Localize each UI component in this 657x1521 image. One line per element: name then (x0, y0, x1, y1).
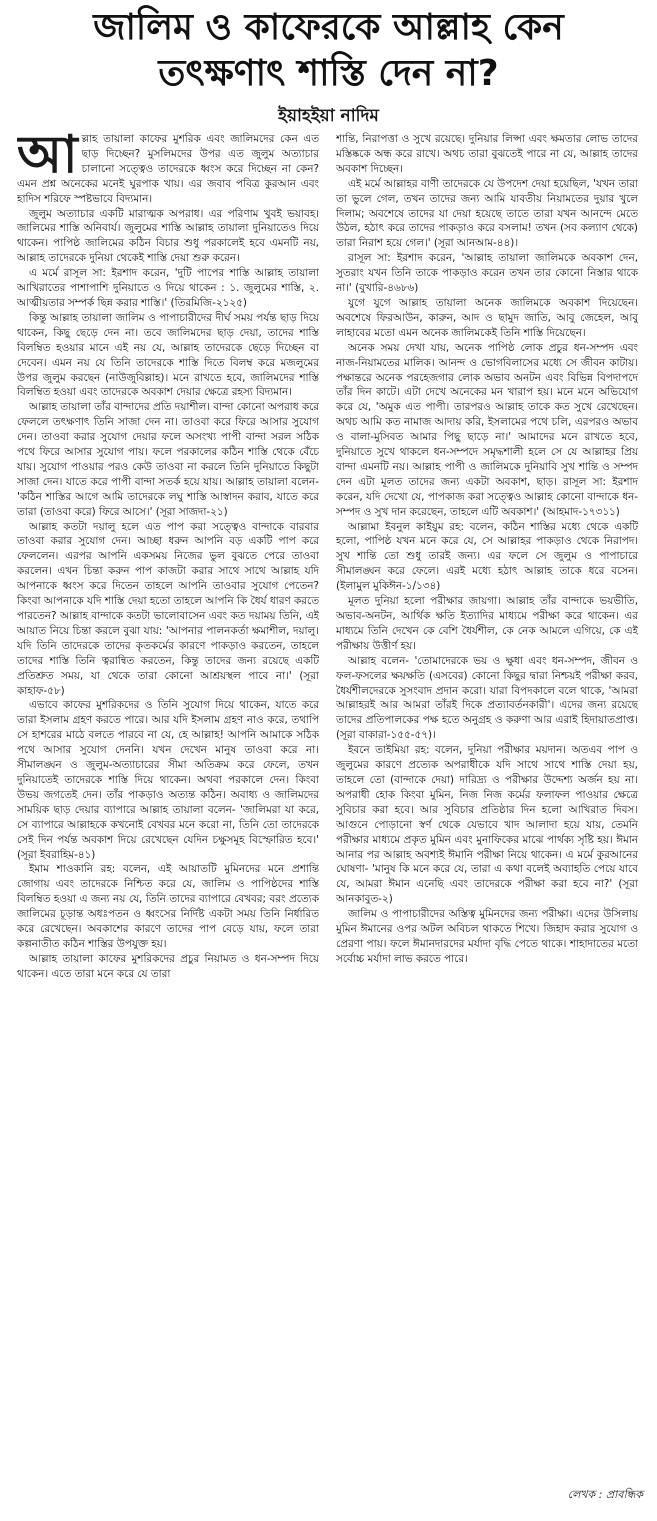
paragraph: আল্লামা ইবনুল কাইয়ুম রহ: বলেন, কঠিন শাস্তির মধ্যে থেকে একটি হলো, পাপিষ্ঠ যখন মনে করে যে, সে আল্লাহর পাকড়াও থেকে নিরাপদ। সুখ শান্তি তো শুধু তারই জন্য। এর ফলে সে জুলুম ও পাপাচারে সীমালঙ্ঘন করে ফেলে। এরই মধ্যে হঠাৎ আল্লাহ তাকে ধরে বসেন। (ইলামুল মুকিঈন-১/১৩৪) (336, 520, 638, 593)
headline-line-1: জালিম ও কাফেরকে আল্লাহ কেন (93, 7, 564, 48)
paragraph: আল্লাহ তায়ালা কাফের মুশরিকদের প্রচুর নিয়ামত ও ধন-সম্পদ দিয়ে থাকেন। এতে তারা মনে করে যে তারা (17, 952, 319, 980)
article-column-left (17, 132, 319, 1472)
paragraph: আল্লাহ বলেন- 'তোমাদেরকে ভয় ও ক্ষুধা এবং ধন-সম্পদ, জীবন ও ফল-ফসলের ক্ষয়ক্ষতি (এসবের) কোনো কিছুর দ্বারা নিশ্চয়ই পরীক্ষা করব, ধৈর্যশীলদেরকে সুসংবাদ প্রদান করো। যারা বিপদকালে বলে থাকে, 'আমরা আল্লাহরই আর আমরা তাঁরই দিকে প্রত্যাবর্তনকারী'। এদের জন্য রয়েছে তাদের প্রতিপালকের পক্ষ হতে অনুগ্রহ ও করুণা আর এরাই হিদায়াতপ্রাপ্ত। (সূরা বাকারা-১৫৫-৫৭)। (336, 654, 638, 742)
paragraph-text: ল্লাহ তায়ালা কাফের মুশরিক এবং জালিমদের কেন এত ছাড় দিচ্ছেন? মুসলিমদের উপর এত জুলুম অত্যাচার চালানো সত্ত্বেও তাদেরকে ধ্বংস করে দিচ্ছেন না কেন? এমন প্রশ্ন অনেকের মনেই ঘুরপাক খায়। এর জবাব পবিত্র কুরআন এবং হাদিস শরিফে স্পষ্টভাবে বিদ্যমান। (17, 133, 319, 205)
paragraph: যুগে যুগে আল্লাহ তায়ালা অনেক জালিমকে অবকাশ দিয়েছেন। অবশেষে ফিরআউন, কারুন, আদ ও ছামুদ জাতি, আবু জেহেল, আবু লাহাবের মতো এমন অনেক জালিমকেই তিনি শাস্তি দিয়েছেন। (336, 296, 638, 339)
paragraph: ইমাম শাওকানি রহ: বলেন, এই আয়াতটি মুমিনদের মনে প্রশান্তি জোগায় এবং তাদেরকে নিশ্চিত করে যে, জালিম ও পাপিষ্ঠদের শাস্তি বিলম্বিত হওয়া এ জন্য নয় যে, তিনি তাদের ব্যাপারে বেখবর; বরং প্রত্যেক জালিমের চূড়ান্ত অধঃপতন ও ধ্বংসের নির্দিষ্ট একটা সময় তিনি নির্ধারিত করে রেখেছেন। অবকাশের কারণে তাদের পাপ বেড়ে যায়, ফলে তারা কল্পনাতীত কঠিন শাস্তির উপযুক্ত হয়। (17, 863, 319, 950)
paragraph: অনেক সময় দেখা যায়, অনেক পাপিষ্ঠ লোক প্রচুর ধন-সম্পদ এবং নাজ-নিয়ামতের মালিক। আনন্দ ও ভোগবিলাসের মধ্যে সে জীবন কাটায়। পক্ষান্তরে অনেক পরহেজগার লোক অভাব অনটন এবং বিভিন্ন বিপদাপদে তাঁর দিন কাটে। এটা দেখে অনেকের মন খারাপ হয়। মনে মনে অভিযোগ করে যে, 'অমুক এত পাপী। তারপরও আল্লাহ তাকে কত সুখে রেখেছেন। অথচ আমি কত নামাজ আদায় করি, ইসলামের পথে চলি, এরপরও অভাব ও বালা-মুসিবত আমার পিছু ছাড়ে না।' আমাদের মনে রাখতে হবে, দুনিয়াতে সুখে থাকলে ধন-সম্পদে সমৃদ্ধশালী হলে সে যে আল্লাহর প্রিয় বান্দা এমনটি নয়। আল্লাহ পাপী ও জালিমকে দুনিয়াবি সুখ শান্তি ও সম্পদ দেন এটা মূলত তাদের জন্য একটা অবকাশ, ছাড়। রাসূল সা: ইরশাদ করেন, যদি দেখো যে, পাপকাজ করা সত্ত্বেও আল্লাহ কোনো বান্দাকে ধন-সম্পদ ও সুখ দান করেছেন, তাহলে এটি অবকাশ।' (আহমাদ-১৭৩১১) (336, 341, 638, 518)
paragraph: জালিম ও পাপাচারীদের অস্তিত্ব মুমিনদের জন্য পরীক্ষা। এদের উসিলায় মুমিন ঈমানের ওপর অটল অবিচল থাকতে শিখে। জিহাদ করার সুযোগ ও প্রেরণা পায়। ফলে ঈমানদারদের মর্যাদা বৃদ্ধি পেতে থাকে। শাহাদাতের মতো সর্বোচ্চ মর্যাদা লাভ করতে পারে। (336, 908, 638, 965)
paragraph: আল্লাহ কতটা দয়ালু হলে এত পাপ করা সত্ত্বেও বান্দাকে বারবার তাওবা করার সুযোগ দেন। আচ্ছা ধরুন আপনি বড় একটি পাপ করে ফেললেন। এরপর আপনি একসময় নিজের ভুল বুঝতে পেরে তাওবা করলেন। এখন চিন্তা করুন পাপ কাজটা করার সাথে সাথে আল্লাহ যদি আপনাকে ধ্বংস করে দিতেন তাহলে আপনি তাওবার সুযোগ পেতেন? কিংবা আপনাকে যদি শাস্তি দেয়া হতো তাহলে আপনি কি ধৈর্য ধারণ করতে পারতেন? আল্লাহ বান্দাকে কতটা ভালোবাসেন এবং কত দয়াময় তিনি, এই আয়াত নিয়ে চিন্তা করলে বুঝা যায়: 'আপনার পালনকর্তা ক্ষমাশীল, দয়ালু। যদি তিনি তাদেরকে তাদের কৃতকর্মের কারণে পাকড়াও করতেন, তাহলে তাদের শাস্তি তিনি ত্বরান্বিত করতেন, কিন্তু তাদের জন্য রয়েছে একটি প্রতিশ্রুত সময়, যা থেকে তারা কোনো আশ্রয়স্থল পাবে না।' (সূরা কাহাফ-৫৮) (17, 520, 319, 697)
paragraph: রাসূল সা: ইরশাদ করেন, 'আল্লাহ তায়ালা জালিমকে অবকাশ দেন, সুতরাং যখন তিনি তাকে পাকড়াও করেন তখন তার কোনো নিস্তার থাকে না।' (বুখারি-৪৬৮৬) (336, 252, 638, 295)
paragraph (17, 132, 319, 207)
paragraph: ইবনে তাইমিয়া রহ: বলেন, দুনিয়া পরীক্ষার ময়দান। অতএব পাপ ও জুলুমের কারণে প্রত্যেক অপরাধীকে যদি সাথে সাথে শাস্তি দেয়া হয়, তাহলে তো (বান্দাকে দেয়া) দারিদ্র্য ও পরীক্ষার উদ্দেশ্য অর্জন হয় না। অপরাধী হোক কিংবা মুমিন, নিজ নিজ কর্মের ফলাফল পাওয়ার ক্ষেত্রে সুবিচার করা হবে। আর সুবিচার প্রতিষ্ঠার দিন হলো আখিরাত দিবস। আগুনে পোড়ানো স্বর্ণ থেকে যেভাবে খাদ আলাদা হয়ে যায়, তেমনি পরীক্ষার মাধ্যমে প্রকৃত মুমিন এবং মুনাফিকের মাঝে পার্থক্য সৃষ্টি হয়। ঈমান আনার পর আল্লাহ অবশ্যই ঈমানি পরীক্ষা নিয়ে থাকেন। এ মর্মে কুরআনের ঘোষণা- 'মানুষ কি মনে করে যে, তারা এ কথা বলেই অব্যাহতি পেয়ে যাবে যে, আমরা ঈমান এনেছি এবং তাদেরকে পরীক্ষা করা হবে না?' (সূরা আনকাবুত-২) (336, 744, 638, 906)
paragraph: এ মর্মে রাসূল সা: ইরশাদ করেন, 'দুটি পাপের শাস্তি আল্লাহ তায়ালা আখিরাতের পাশাপাশি দুনিয়াতে ও দিয়ে থাকেন : ১. জুলুমের শাস্তি, ২. আত্মীয়তার সম্পর্ক ছিন্ন করার শাস্তি।' (তিরমিজি-২১২৫) (17, 267, 319, 309)
author-note: লেখক : প্রাবন্ধিক (567, 1488, 643, 1501)
paragraph: শান্তি, নিরাপত্তা ও সুখে রয়েছে। দুনিয়ার লিপ্সা এবং ক্ষমতার লোভ তাদের মস্তিষ্ককে অন্ধ করে রাখে। অথচ তারা বুঝতেই পারে না যে, আল্লাহ তাদের অবকাশ দিচ্ছেন। (336, 133, 638, 175)
drop-cap: আ (17, 132, 78, 185)
paragraph: জুলুম অত্যাচার একটি মারাত্মক অপরাধ। এর পরিণাম খুবই ভয়াবহ। জালিমের শাস্তি অনিবার্য। জুলুমের শাস্তি আল্লাহ তায়ালা দুনিয়াতেও দিয়ে থাকেন। পাপিষ্ঠ জালিমের কঠিন বিচার শুধু পরকালেই হবে এমনটি নয়, আল্লাহ তাদেরকে দুনিয়া থেকেই শাস্তি দেয়া শুরু করেন। (17, 207, 319, 265)
paragraph: কিন্তু আল্লাহ তায়ালা জালিম ও পাপাচারীদের দীর্ঘ সময় পর্যন্ত ছাড় দিয়ে থাকেন, কিছু ছেড়ে দেন না। তবে জালিমদের ছাড় দেয়া, তাদের শাস্তি বিলম্বিত হওয়ার মানে এই নয় যে, আল্লাহ তাদেরকে ছেড়ে দিচ্ছেন বা দেবেন। এমন নয় যে তিনি তাদেরকে শাস্তি দিতে বিলম্ব করে মজলুমের উপর জুলুম করছেন (নাউজুবিল্লাহ)। মনে রাখতে হবে, জালিমদের শাস্তি বিলম্বিত হওয়া এবং তাদেরকে অবকাশ দেয়ার ক্ষেত্রে রহস্য বিদ্যমান। (17, 311, 319, 399)
article-column-right (336, 132, 638, 1472)
headline-line-2: তৎক্ষণাৎ শাস্তি দেন না? (158, 53, 499, 94)
author-byline: ইয়াহইয়া নাদিম (278, 106, 379, 126)
paragraph: মূলত দুনিয়া হলো পরীক্ষার জায়গা। আল্লাহ তাঁর বান্দাকে ভয়ভীতি, অভাব-অনটন, আর্থিক ক্ষতি ইত্যাদির মাধ্যমে পরীক্ষা করে থাকেন। এর মাধ্যমে তিনি দেখেন কে বেশি ধৈর্যশীল, কে নেক আমলে এগিয়ে, কে এই পরীক্ষায় উত্তীর্ণ হয়। (336, 595, 638, 652)
paragraph: এভাবে কাফের মুশরিকদের ও তিনি সুযোগ দিয়ে থাকেন, যাতে করে তারা ইসলাম গ্রহণ করতে পারে। আর যদি ইসলাম গ্রহণ নাও করে, তথাপি সে হাশরের মাঠে বলতে পারবে না যে, হে আল্লাহ! আপনি আমাকে সঠিক পথে আসার সুযোগ দেননি। যখন দেখেন মানুষ তাওবা করে না। সীমালঙ্ঘন ও জুলুম-অত্যাচারের সীমা অতিক্রম করে ফেলে, তখন দুনিয়াতেই তাদেরকে শাস্তি দিয়ে থাকেন। অথবা পরকালে দেন। কিংবা উভয় জগতেই দেন। তাঁর পাকড়াও অত্যন্ত কঠিন। অবাধ্য ও জালিমদের সাময়িক ছাড় দেয়ার ব্যাপারে আল্লাহ তায়ালা বলেন- 'জালিমরা যা করে, সে ব্যাপারে আল্লাহকে কখনোই বেখবর মনে করো না, তিনি তো তাদেরকে সেই দিন পর্যন্ত অবকাশ দিয়ে রেখেছেন যেদিন চক্ষুসমূহ বিস্ফোরিত হবে।' (সূরা ইবরাহিম-৪১) (17, 699, 319, 861)
paragraph: এই মর্মে আল্লাহর বাণী তাদেরকে যে উপদেশ দেয়া হয়েছিল, 'যখন তারা তা ভুলে গেল, তখন তাদের জন্য আমি যাবতীয় নিয়ামতের দুয়ার খুলে দিলাম; অবশেষে তাদের যা দেয়া হয়েছে তাতে তারা যখন আনন্দে মেতে উঠল, হঠাৎ করে তাদের পাকড়াও করে বসলাম! তখন (সব কল্যাণ থেকে) তারা নিরাশ হয়ে গেল।' (সূরা আনআম-৪৪)। (336, 177, 638, 250)
paragraph: আল্লাহ তায়ালা তাঁর বান্দাদের প্রতি দয়াশীল। বান্দা কোনো অপরাধ করে ফেললে তৎক্ষণাৎ তিনি সাজা দেন না। তাওবা করে ফিরে আসার সুযোগ দেন। তাওবা করার সুযোগ দেয়ার ফলে অসংখ্য পাপী বান্দা সরল সঠিক পথে ফিরে আসার সুযোগ পায়। ফলে পরকালের কঠিন শাস্তি থেকে বেঁচে যায়। সুযোগ পাওয়ার পরও কেউ তাওবা না করলে তিনি দুনিয়াতে কিছুটা সাজা দেন। যাতে করে পাপী বান্দা সতর্ক হয়ে যায়। আল্লাহ তায়ালা বলেন- 'কঠিন শাস্তির আগে আমি তাদেরকে লঘু শাস্তি আস্বাদন করাব, যাতে করে তারা (তাওবা করে) ফিরে আসে।' (সূরা সাজদা-২১) (17, 401, 319, 518)
